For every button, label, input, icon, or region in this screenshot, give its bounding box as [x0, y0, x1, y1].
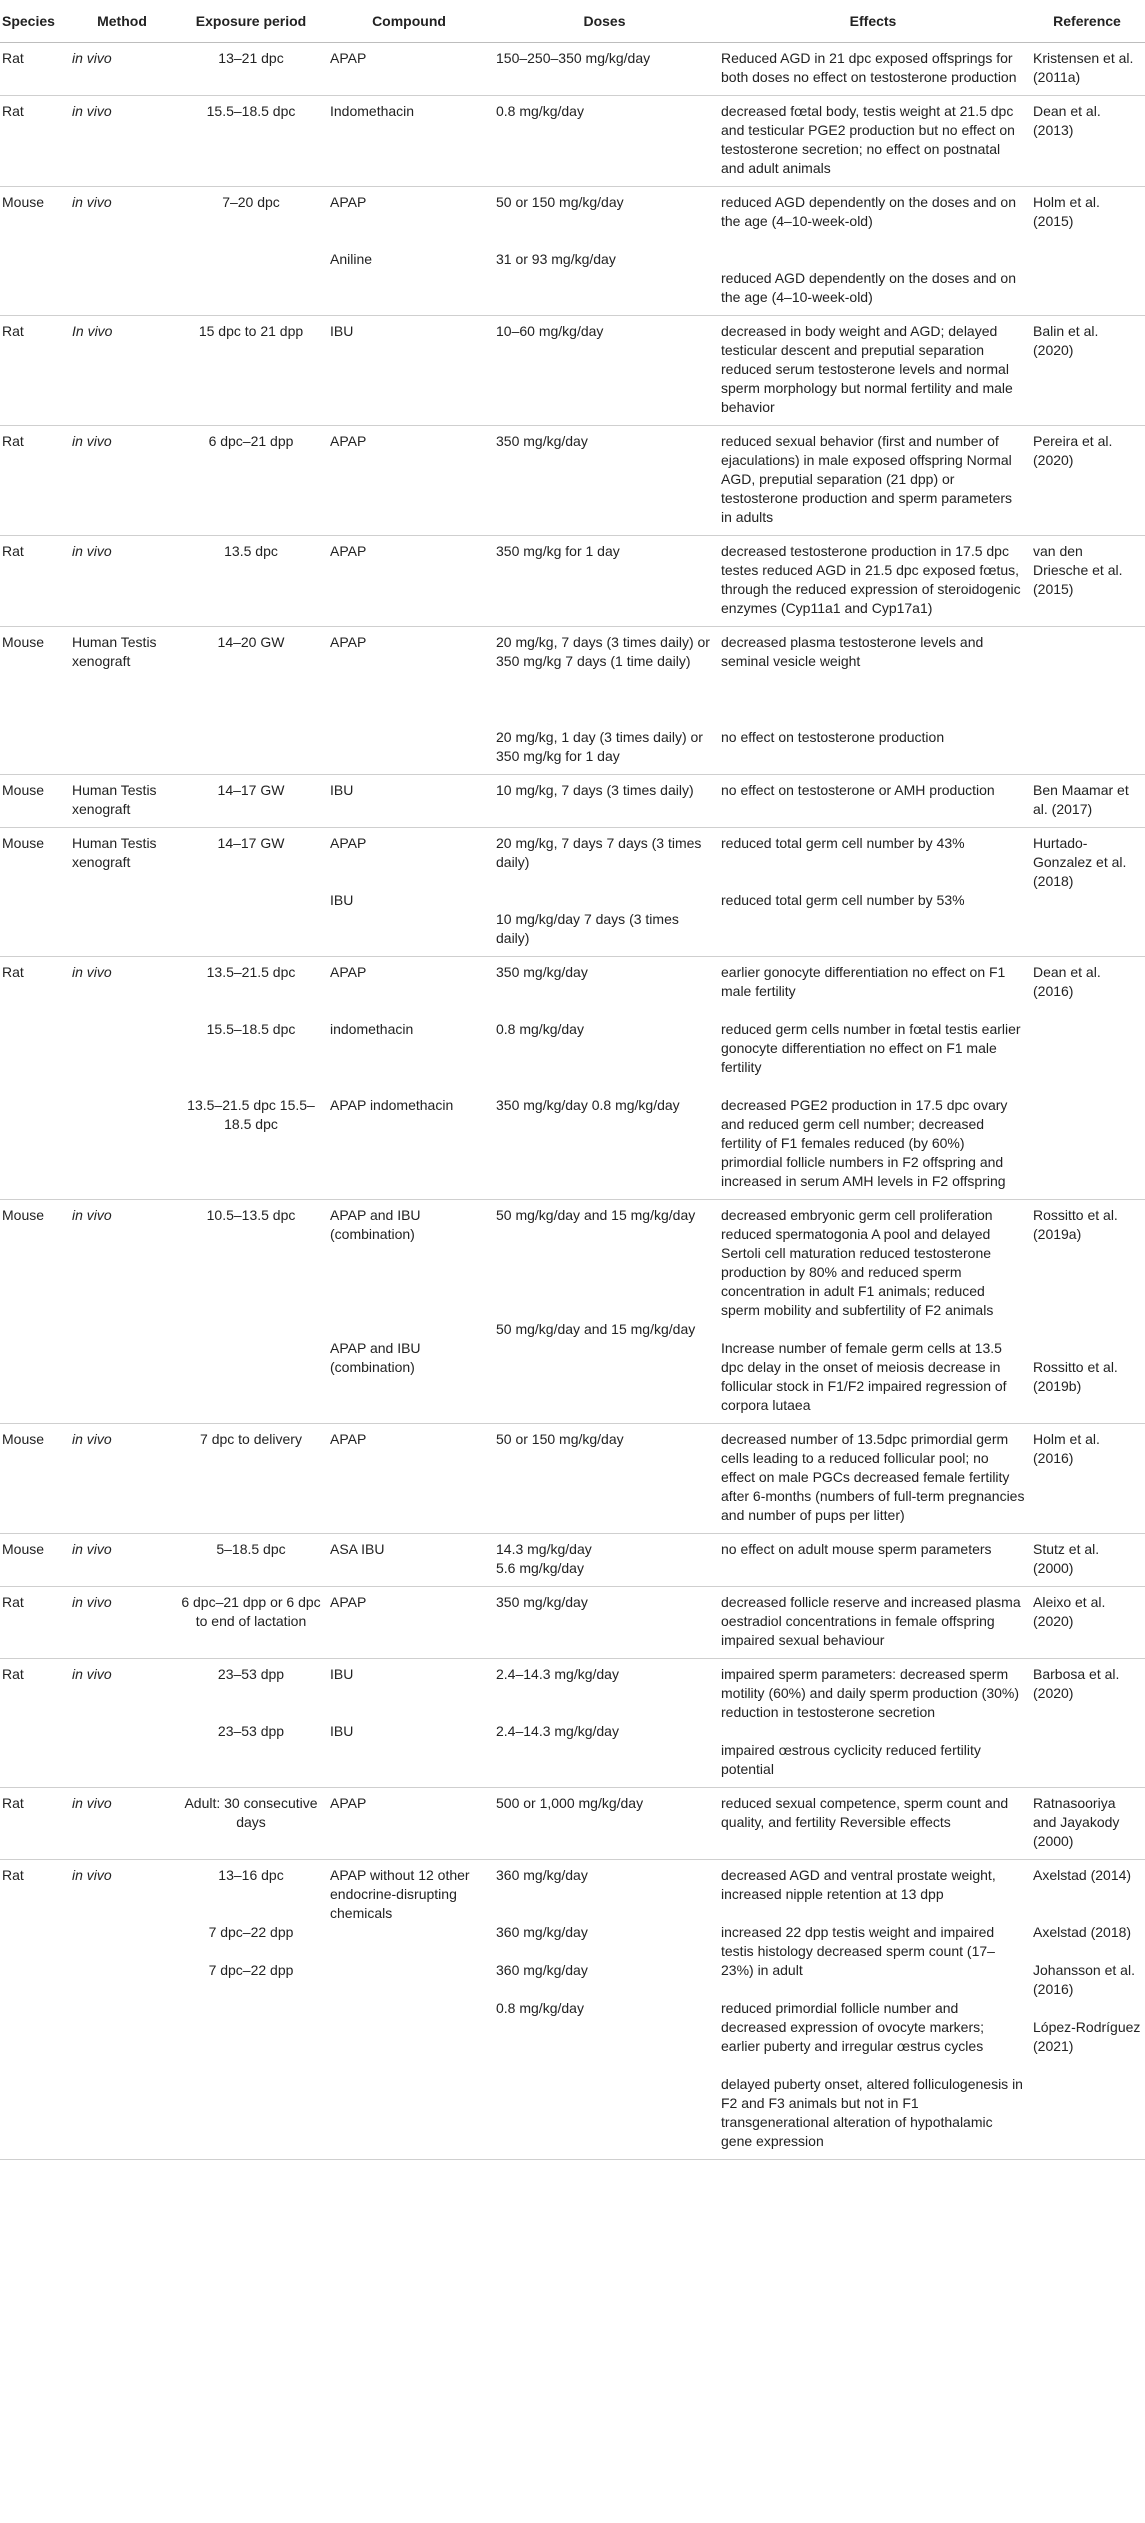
cell-effects: [717, 1587, 1029, 1659]
species-value: Rat: [2, 1867, 24, 1883]
table-header-row: [0, 0, 1145, 43]
cell-compound: [326, 957, 492, 1200]
cell-method: [68, 96, 176, 187]
effects-item: increased 22 dpp testis weight and impaired testis histology decreased sperm count (17–23%) in adult: [721, 1924, 995, 1978]
header-doses: Doses: [492, 0, 717, 43]
cell-species: [0, 187, 68, 316]
effects-item: decreased fœtal body, testis weight at 21.5 dpc and testicular PGE2 production but no effect on testosterone secretion; no effect on postnatal and adult animals: [721, 103, 1015, 176]
cell-species: [0, 1200, 68, 1424]
cell-doses: [492, 426, 717, 536]
doses-item: 360 mg/kg/day: [496, 1924, 588, 1940]
species-value: Rat: [2, 1594, 24, 1610]
table-row: [0, 43, 1145, 96]
compound-item: Aniline: [330, 251, 373, 267]
reference-item: Axelstad (2014): [1033, 1867, 1132, 1883]
cell-doses: [492, 1788, 717, 1860]
method-value: in vivo: [72, 1795, 112, 1811]
exposure-item: 7–20 dpc: [222, 194, 280, 210]
cell-doses: [492, 187, 717, 316]
species-value: Mouse: [2, 1431, 45, 1447]
effects-item: impaired sperm parameters: decreased sperm motility (60%) and daily sperm production (30%) reduction in testosterone secretion: [721, 1666, 1020, 1720]
doses-item: 2.4–14.3 mg/kg/day: [496, 1666, 619, 1682]
effects-item: decreased in body weight and AGD; delayed testicular descent and preputial separation reduced serum testosterone levels and normal sperm morphology but normal fertility and male behavior: [721, 323, 1013, 415]
reference-item: López-Rodríguez (2021): [1033, 2019, 1141, 2054]
cell-exposure: [176, 1659, 326, 1788]
doses-item: 10–60 mg/kg/day: [496, 323, 604, 339]
cell-method: [68, 316, 176, 426]
table-row: [0, 1424, 1145, 1534]
cell-reference: [1029, 1534, 1145, 1587]
cell-doses: [492, 1587, 717, 1659]
cell-method: [68, 828, 176, 957]
species-value: Mouse: [2, 634, 45, 650]
cell-doses: [492, 627, 717, 775]
cell-reference: [1029, 1659, 1145, 1788]
cell-exposure: [176, 1788, 326, 1860]
exposure-item: 13.5–21.5 dpc: [206, 964, 296, 980]
exposure-item: 14–17 GW: [217, 835, 285, 851]
compound-item: Indomethacin: [330, 103, 415, 119]
table-row: [0, 1659, 1145, 1788]
cell-exposure: [176, 1424, 326, 1534]
cell-exposure: [176, 775, 326, 828]
cell-reference: [1029, 96, 1145, 187]
cell-doses: [492, 96, 717, 187]
species-value: Rat: [2, 1666, 24, 1682]
cell-species: [0, 828, 68, 957]
table-body: [0, 43, 1145, 2160]
compound-item: APAP: [330, 50, 367, 66]
effects-item: decreased PGE2 production in 17.5 dpc ovary and reduced germ cell number; decreased fertility of F1 females reduced (by 60%) primordial follicle numbers in F2 offspring and increased in serum AMH levels in F2 offspring: [721, 1097, 1008, 1189]
table-row: [0, 775, 1145, 828]
effects-item: reduced germ cells number in fœtal testis earlier gonocyte differentiation no effect on F1 male fertility: [721, 1021, 1021, 1075]
effects-item: reduced AGD dependently on the doses and on the age (4–10-week-old): [721, 270, 1016, 305]
cell-compound: [326, 1788, 492, 1860]
doses-item: 50 mg/kg/day and 15 mg/kg/day: [496, 1321, 696, 1337]
reference-item: Aleixo et al. (2020): [1033, 1594, 1106, 1629]
reference-item: Stutz et al. (2000): [1033, 1541, 1100, 1576]
effects-item: reduced total germ cell number by 43%: [721, 835, 965, 851]
doses-item: 50 or 150 mg/kg/day: [496, 194, 624, 210]
compound-item: indomethacin: [330, 1021, 414, 1037]
species-value: Rat: [2, 50, 24, 66]
compound-item: IBU: [330, 1666, 354, 1682]
effects-item: Reduced AGD in 21 dpc exposed offsprings for both doses no effect on testosterone production: [721, 50, 1017, 85]
method-value: in vivo: [72, 1541, 112, 1557]
cell-exposure: [176, 96, 326, 187]
exposure-item: 10.5–13.5 dpc: [206, 1207, 296, 1223]
doses-item: 50 or 150 mg/kg/day: [496, 1431, 624, 1447]
cell-effects: [717, 1860, 1029, 2160]
reference-item: Ratnasooriya and Jayakody (2000): [1033, 1795, 1120, 1849]
reference-item: Rossitto et al. (2019a): [1033, 1207, 1118, 1242]
doses-item: 350 mg/kg for 1 day: [496, 543, 620, 559]
exposure-item: 13.5 dpc: [224, 543, 278, 559]
cell-compound: [326, 1659, 492, 1788]
cell-method: [68, 187, 176, 316]
reference-item: Balin et al. (2020): [1033, 323, 1099, 358]
compound-item: IBU: [330, 1723, 354, 1739]
reference-item: Dean et al. (2016): [1033, 964, 1101, 999]
table-row: [0, 316, 1145, 426]
compound-item: APAP: [330, 634, 367, 650]
exposure-item: 14–17 GW: [217, 782, 285, 798]
reference-item: Johansson et al. (2016): [1033, 1962, 1135, 1997]
method-value: in vivo: [72, 50, 112, 66]
cell-method: [68, 1788, 176, 1860]
cell-exposure: [176, 316, 326, 426]
cell-effects: [717, 957, 1029, 1200]
effects-item: decreased embryonic germ cell proliferation reduced spermatogonia A pool and delayed Sertoli cell maturation reduced testosterone production by 80% and reduced sperm concentration in adult F1 animals; reduced sperm mobility and subfertility of F2 animals: [721, 1207, 994, 1318]
effects-item: impaired œstrous cyclicity reduced fertility potential: [721, 1742, 981, 1777]
species-value: Rat: [2, 964, 24, 980]
cell-reference: [1029, 1587, 1145, 1659]
cell-doses: [492, 957, 717, 1200]
compound-item: APAP indomethacin: [330, 1097, 454, 1113]
doses-item: 31 or 93 mg/kg/day: [496, 251, 616, 267]
cell-doses: [492, 43, 717, 96]
species-value: Rat: [2, 433, 24, 449]
table-row: [0, 1860, 1145, 2160]
exposure-item: 15.5–18.5 dpc: [206, 103, 296, 119]
cell-effects: [717, 426, 1029, 536]
cell-reference: [1029, 957, 1145, 1200]
compound-item: APAP and IBU (combination): [330, 1207, 421, 1242]
species-value: Mouse: [2, 1541, 45, 1557]
doses-item: 350 mg/kg/day: [496, 964, 588, 980]
cell-doses: [492, 1200, 717, 1424]
table-row: [0, 426, 1145, 536]
table-row: [0, 1788, 1145, 1860]
cell-method: [68, 1534, 176, 1587]
doses-item: 50 mg/kg/day and 15 mg/kg/day: [496, 1207, 696, 1223]
species-value: Mouse: [2, 1207, 45, 1223]
header-species: Species: [0, 0, 68, 43]
doses-item: 10 mg/kg/day 7 days (3 times daily): [496, 911, 679, 946]
cell-effects: [717, 96, 1029, 187]
cell-exposure: [176, 426, 326, 536]
reference-item: Hurtado-Gonzalez et al. (2018): [1033, 835, 1127, 889]
cell-method: [68, 1659, 176, 1788]
effects-item: earlier gonocyte differentiation no effect on F1 male fertility: [721, 964, 1006, 999]
reference-item: Holm et al. (2016): [1033, 1431, 1100, 1466]
effects-item: decreased AGD and ventral prostate weight, increased nipple retention at 13 dpp: [721, 1867, 996, 1902]
compound-item: APAP without 12 other endocrine-disrupting chemicals: [330, 1867, 470, 1921]
reference-item: van den Driesche et al. (2015): [1033, 543, 1123, 597]
exposure-item: 23–53 dpp: [217, 1666, 285, 1682]
cell-exposure: [176, 1587, 326, 1659]
cell-compound: [326, 187, 492, 316]
species-value: Rat: [2, 1795, 24, 1811]
doses-item: 0.8 mg/kg/day: [496, 103, 584, 119]
method-value: in vivo: [72, 543, 112, 559]
effects-item: Increase number of female germ cells at 13.5 dpc delay in the onset of meiosis decrease in follicular stock in F1/F2 impaired regression of corpora lutaea: [721, 1340, 1007, 1413]
doses-item: 150–250–350 mg/kg/day: [496, 50, 651, 66]
doses-item: 500 or 1,000 mg/kg/day: [496, 1795, 644, 1811]
species-value: Rat: [2, 323, 24, 339]
cell-doses: [492, 1659, 717, 1788]
cell-compound: [326, 828, 492, 957]
doses-item: 0.8 mg/kg/day: [496, 1021, 584, 1037]
effects-item: decreased follicle reserve and increased plasma oestradiol concentrations in female offspring impaired sexual behaviour: [721, 1594, 1021, 1648]
exposure-item: 23–53 dpp: [217, 1723, 285, 1739]
cell-doses: [492, 1534, 717, 1587]
method-value: in vivo: [72, 1666, 112, 1682]
cell-compound: [326, 1424, 492, 1534]
cell-effects: [717, 1534, 1029, 1587]
method-value: Human Testis xenograft: [72, 782, 157, 817]
doses-item: 10 mg/kg, 7 days (3 times daily): [496, 782, 694, 798]
cell-compound: [326, 775, 492, 828]
exposure-item: 6 dpc–21 dpp or 6 dpc to end of lactation: [181, 1594, 321, 1629]
effects-item: reduced total germ cell number by 53%: [721, 892, 965, 908]
table-row: [0, 1200, 1145, 1424]
reference-item: Ben Maamar et al. (2017): [1033, 782, 1129, 817]
doses-item: 350 mg/kg/day 0.8 mg/kg/day: [496, 1097, 680, 1113]
cell-species: [0, 1659, 68, 1788]
cell-method: [68, 426, 176, 536]
cell-species: [0, 43, 68, 96]
species-value: Mouse: [2, 194, 45, 210]
cell-doses: [492, 1424, 717, 1534]
cell-method: [68, 627, 176, 775]
method-value: in vivo: [72, 1431, 112, 1447]
exposure-item: 13–16 dpc: [218, 1867, 284, 1883]
effects-item: decreased plasma testosterone levels and seminal vesicle weight: [721, 634, 984, 669]
doses-item: 14.3 mg/kg/day: [496, 1541, 592, 1557]
cell-effects: [717, 627, 1029, 775]
reference-item: Holm et al. (2015): [1033, 194, 1100, 229]
cell-doses: [492, 316, 717, 426]
exposure-item: 7 dpc to delivery: [200, 1431, 302, 1447]
cell-effects: [717, 316, 1029, 426]
method-value: in vivo: [72, 433, 112, 449]
cell-exposure: [176, 1200, 326, 1424]
exposure-item: 14–20 GW: [217, 634, 285, 650]
table-row: [0, 957, 1145, 1200]
cell-effects: [717, 536, 1029, 627]
cell-method: [68, 1587, 176, 1659]
cell-species: [0, 536, 68, 627]
doses-item: 350 mg/kg/day: [496, 433, 588, 449]
effects-item: no effect on adult mouse sperm parameters: [721, 1541, 992, 1557]
doses-item: 20 mg/kg, 7 days 7 days (3 times daily): [496, 835, 702, 870]
doses-item: 360 mg/kg/day: [496, 1867, 588, 1883]
method-value: Human Testis xenograft: [72, 835, 157, 870]
reference-item: Axelstad (2018): [1033, 1924, 1132, 1940]
method-value: in vivo: [72, 194, 112, 210]
compound-item: APAP and IBU (combination): [330, 1340, 421, 1375]
cell-compound: [326, 1587, 492, 1659]
exposure-item: 6 dpc–21 dpp: [208, 433, 294, 449]
cell-species: [0, 1788, 68, 1860]
compound-item: APAP: [330, 1431, 367, 1447]
cell-species: [0, 957, 68, 1200]
cell-method: [68, 43, 176, 96]
exposure-item: 13–21 dpc: [218, 50, 284, 66]
cell-effects: [717, 43, 1029, 96]
cell-reference: [1029, 426, 1145, 536]
cell-reference: [1029, 536, 1145, 627]
cell-reference: [1029, 316, 1145, 426]
species-value: Rat: [2, 543, 24, 559]
cell-exposure: [176, 536, 326, 627]
cell-effects: [717, 1200, 1029, 1424]
table-row: [0, 187, 1145, 316]
method-value: in vivo: [72, 1207, 112, 1223]
cell-compound: [326, 627, 492, 775]
species-value: Rat: [2, 103, 24, 119]
compound-item: ASA IBU: [330, 1541, 385, 1557]
cell-compound: [326, 96, 492, 187]
cell-compound: [326, 1860, 492, 2160]
header-reference: Reference: [1029, 0, 1145, 43]
cell-species: [0, 426, 68, 536]
cell-effects: [717, 775, 1029, 828]
compound-item: APAP: [330, 543, 367, 559]
compound-item: APAP: [330, 835, 367, 851]
cell-doses: [492, 536, 717, 627]
cell-reference: [1029, 1860, 1145, 2160]
doses-item: 2.4–14.3 mg/kg/day: [496, 1723, 619, 1739]
method-value: Human Testis xenograft: [72, 634, 157, 669]
reference-item: Kristensen et al. (2011a): [1033, 50, 1134, 85]
table-row: [0, 828, 1145, 957]
effects-item: no effect on testosterone or AMH production: [721, 782, 995, 798]
species-value: Mouse: [2, 782, 45, 798]
cell-method: [68, 536, 176, 627]
cell-species: [0, 627, 68, 775]
table-row: [0, 1587, 1145, 1659]
cell-compound: [326, 426, 492, 536]
method-value: In vivo: [72, 323, 113, 339]
cell-method: [68, 1200, 176, 1424]
cell-exposure: [176, 43, 326, 96]
effects-item: reduced sexual competence, sperm count and quality, and fertility Reversible effects: [721, 1795, 1009, 1830]
compound-item: IBU: [330, 323, 354, 339]
table-row: [0, 627, 1145, 775]
reference-item: Barbosa et al. (2020): [1033, 1666, 1120, 1701]
compound-item: IBU: [330, 892, 354, 908]
exposure-item: Adult: 30 consecutive days: [184, 1795, 318, 1830]
cell-method: [68, 957, 176, 1200]
exposure-item: 15 dpc to 21 dpp: [198, 323, 304, 339]
effects-item: delayed puberty onset, altered folliculogenesis in F2 and F3 animals but not in F1 transgenerational alteration of hypothalamic gene expression: [721, 2076, 1023, 2149]
cell-exposure: [176, 187, 326, 316]
cell-species: [0, 775, 68, 828]
cell-species: [0, 1860, 68, 2160]
species-value: Mouse: [2, 835, 45, 851]
cell-species: [0, 316, 68, 426]
compound-item: APAP: [330, 1594, 367, 1610]
cell-species: [0, 1534, 68, 1587]
method-value: in vivo: [72, 1867, 112, 1883]
cell-species: [0, 1587, 68, 1659]
cell-compound: [326, 536, 492, 627]
compound-item: APAP: [330, 964, 367, 980]
table-row: [0, 1534, 1145, 1587]
exposure-item: 7 dpc–22 dpp: [208, 1962, 294, 1978]
doses-item: 0.8 mg/kg/day: [496, 2000, 584, 2016]
cell-exposure: [176, 627, 326, 775]
doses-item: 5.6 mg/kg/day: [496, 1560, 584, 1576]
cell-method: [68, 1424, 176, 1534]
compound-item: APAP: [330, 433, 367, 449]
doses-item: 20 mg/kg, 7 days (3 times daily) or 350 mg/kg 7 days (1 time daily): [496, 634, 710, 669]
doses-item: 360 mg/kg/day: [496, 1962, 588, 1978]
exposure-item: 7 dpc–22 dpp: [208, 1924, 294, 1940]
compound-item: APAP: [330, 194, 367, 210]
cell-compound: [326, 43, 492, 96]
table-row: [0, 536, 1145, 627]
cell-species: [0, 96, 68, 187]
cell-effects: [717, 187, 1029, 316]
reference-item: Dean et al. (2013): [1033, 103, 1101, 138]
cell-species: [0, 1424, 68, 1534]
cell-effects: [717, 828, 1029, 957]
cell-reference: [1029, 1200, 1145, 1424]
exposure-item: 5–18.5 dpc: [216, 1541, 286, 1557]
reference-item: Rossitto et al. (2019b): [1033, 1359, 1118, 1394]
header-method: Method: [68, 0, 176, 43]
header-effects: Effects: [717, 0, 1029, 43]
effects-item: decreased testosterone production in 17.5 dpc testes reduced AGD in 21.5 dpc exposed fœtus, through the reduced expression of steroidogenic enzymes (Cyp11a1 and Cyp17a1): [721, 543, 1021, 616]
cell-reference: [1029, 1424, 1145, 1534]
cell-compound: [326, 316, 492, 426]
effects-item: reduced AGD dependently on the doses and on the age (4–10-week-old): [721, 194, 1016, 229]
compound-item: APAP: [330, 1795, 367, 1811]
method-value: in vivo: [72, 1594, 112, 1610]
header-exposure: Exposure period: [176, 0, 326, 43]
cell-effects: [717, 1788, 1029, 1860]
header-compound: Compound: [326, 0, 492, 43]
cell-compound: [326, 1534, 492, 1587]
effects-item: reduced primordial follicle number and decreased expression of ovocyte markers; earlier puberty and irregular œstrus cycles: [721, 2000, 985, 2054]
cell-reference: [1029, 627, 1145, 775]
cell-exposure: [176, 957, 326, 1200]
exposure-item: 15.5–18.5 dpc: [206, 1021, 296, 1037]
cell-reference: [1029, 43, 1145, 96]
cell-reference: [1029, 828, 1145, 957]
method-value: in vivo: [72, 103, 112, 119]
effects-item: decreased number of 13.5dpc primordial germ cells leading to a reduced follicular pool; no effect on male PGCs decreased female fertility after 6-months (numbers of full-term pregnancies and number of pups per litter): [721, 1431, 1025, 1523]
cell-effects: [717, 1424, 1029, 1534]
cell-doses: [492, 1860, 717, 2160]
cell-reference: [1029, 775, 1145, 828]
doses-item: 350 mg/kg/day: [496, 1594, 588, 1610]
cell-method: [68, 1860, 176, 2160]
cell-exposure: [176, 1860, 326, 2160]
method-value: in vivo: [72, 964, 112, 980]
cell-doses: [492, 775, 717, 828]
cell-method: [68, 775, 176, 828]
table-row: [0, 96, 1145, 187]
cell-reference: [1029, 1788, 1145, 1860]
compound-item: IBU: [330, 782, 354, 798]
cell-compound: [326, 1200, 492, 1424]
cell-exposure: [176, 1534, 326, 1587]
cell-doses: [492, 828, 717, 957]
cell-exposure: [176, 828, 326, 957]
cell-reference: [1029, 187, 1145, 316]
effects-item: no effect on testosterone production: [721, 729, 945, 745]
doses-item: 20 mg/kg, 1 day (3 times daily) or 350 mg/kg for 1 day: [496, 729, 703, 764]
exposure-item: 13.5–21.5 dpc 15.5–18.5 dpc: [187, 1097, 315, 1132]
cell-effects: [717, 1659, 1029, 1788]
effects-item: reduced sexual behavior (first and number of ejaculations) in male exposed offspring Normal AGD, preputial separation (21 dpp) or testosterone production and sperm parameters in adults: [721, 433, 1013, 525]
reference-item: Pereira et al. (2020): [1033, 433, 1113, 468]
